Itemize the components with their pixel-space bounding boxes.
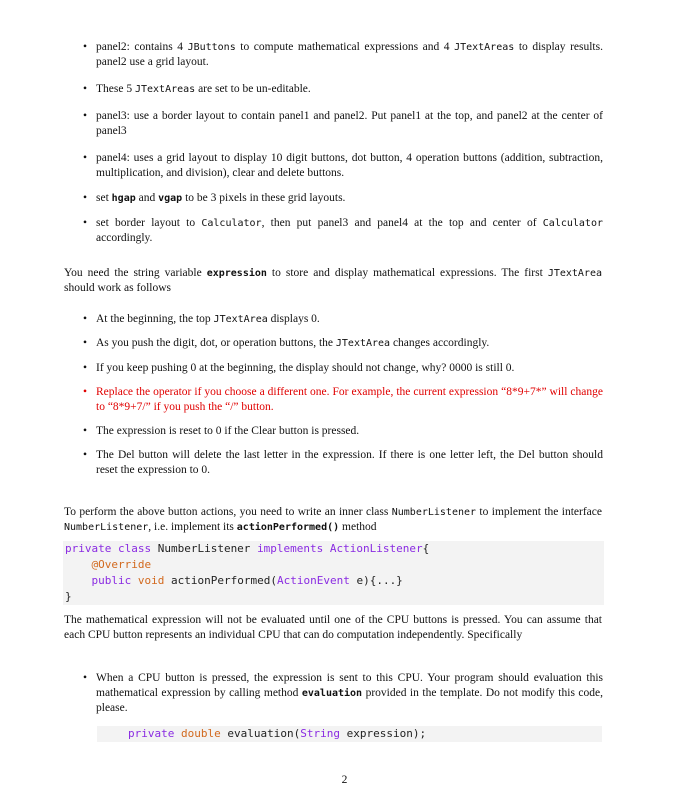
code-token: evaluation( [220,727,301,740]
bullet-icon: • [83,313,88,325]
text-run: panel2: contains 4 [96,41,188,53]
paragraph-cpu-evaluation [64,613,602,643]
list-item [83,40,603,70]
code-token [174,727,181,740]
code-token: NumberListener [64,522,149,533]
bullet-icon: • [83,386,88,398]
bullet-icon: • [83,83,88,95]
code-token: NumberListener [151,542,258,555]
text-run: These 5 [96,83,135,95]
text-run: If you keep pushing 0 at the beginning, the display should not change, why? 0000 is still 0. [96,362,515,374]
text-run: , then put panel3 and panel4 at the top and center of [261,217,543,229]
list-item [83,191,603,206]
text-run: As you push the digit, dot, or operation buttons, the [96,337,336,349]
text-run: To perform the above button actions, you need to write an inner class [64,506,392,518]
bullet-icon: • [83,337,88,349]
code-token: expression [206,268,267,279]
code-token: JButtons [187,42,236,53]
code-token [65,558,92,571]
code-token: hgap [111,193,136,204]
text-run: When a CPU button is pressed, the expression is sent to this CPU. Your program should evaluation this mathematical expression by calling method [96,672,603,699]
code-token: String [300,727,340,740]
text-run: to compute mathematical expressions and 4 [235,41,455,53]
bullet-list-cpu [83,671,603,716]
code-block-evaluation [97,726,602,742]
text-run: The expression is reset to 0 if the Clear button is pressed. [96,425,360,437]
code-token: double [180,727,221,740]
code-token: void [137,574,165,587]
bullet-icon: • [83,41,88,53]
text-run: to implement the interface [476,506,602,518]
code-token: private [128,727,175,740]
bullet-icon: • [83,152,88,164]
list-item [83,82,603,97]
text-run: Replace the operator if you choose a different one. For example, the current expression “8*9+7*” will change to “8*9+7/” if you push the “/” button. [96,386,603,413]
text-run: panel4: uses a grid layout to display 10 digit buttons, dot button, 4 operation buttons (addition, subtraction, multiplication, and division), clear and delete buttons. [96,152,603,179]
text-run: set [96,192,112,204]
bullet-list-panels [83,40,603,246]
code-token: implements [257,542,324,555]
text-run: You need the string variable [64,267,207,279]
code-token: vgap [158,193,183,204]
text-run: method [339,521,377,533]
text-run: changes accordingly. [390,337,490,349]
text-run: , i.e. implement its [148,521,237,533]
code-token: JTextArea [335,338,391,349]
code-token: actionPerformed() [236,522,340,533]
list-item [83,424,603,439]
code-token [323,542,330,555]
bullet-icon: • [83,425,88,437]
code-token [131,574,138,587]
bullet-icon: • [83,672,88,684]
list-item [83,336,603,351]
text-run: to be 3 pixels in these grid layouts. [182,192,346,204]
list-item [83,671,603,716]
code-token: @Override [91,558,152,571]
code-token: NumberListener [391,507,477,518]
text-run: set border layout to [96,217,202,229]
code-token: ActionEvent [276,574,350,587]
text-run: to display results. panel2 use a grid layout. [96,41,603,68]
code-line [65,541,604,557]
bullet-icon: • [83,362,88,374]
text-run: The mathematical expression will not be evaluated until one of the CPU buttons is pressed. You can assume that each CPU button represents an individual CPU that can do computation independently. Specifically [64,614,602,641]
code-token: actionPerformed( [164,574,277,587]
code-token: evaluation [301,688,363,699]
code-line [128,726,602,742]
code-token: Calculator [542,218,603,229]
text-run: The Del button will delete the last letter in the expression. If there is one letter left, the Del button should reset the expression to 0. [96,449,603,476]
bullet-icon: • [83,192,88,204]
code-token: JTextAreas [134,84,196,95]
list-item [83,448,603,478]
paragraph-expression-intro [64,266,602,296]
code-token: } [65,590,72,603]
code-token: private class [65,542,152,555]
list-item [83,151,603,181]
bullet-list-textarea-behavior [83,312,603,478]
code-token: e){...} [349,574,403,587]
code-token: public [91,574,132,587]
list-item [83,361,603,376]
code-token: expression); [339,727,427,740]
list-item [83,109,603,139]
text-run: accordingly. [96,232,153,244]
code-token: JTextAreas [454,42,515,53]
list-item [83,312,603,327]
code-token: { [422,542,430,555]
text-run: panel3: use a border layout to contain panel1 and panel2. Put panel1 at the top, and panel2 at the center of panel3 [96,110,603,137]
text-run: and [135,192,159,204]
list-item [83,385,603,415]
code-token: Calculator [201,218,262,229]
code-token: ActionListener [329,542,423,555]
code-token: JTextArea [547,268,603,279]
paragraph-number-listener [64,505,602,535]
bullet-icon: • [83,217,88,229]
code-token [65,574,92,587]
text-run: should work as follows [64,282,172,294]
page-number: 2 [341,774,348,786]
list-item [83,216,603,246]
bullet-icon: • [83,449,88,461]
text-run: displays 0. [267,313,320,325]
text-run: to store and display mathematical expressions. The first [266,267,548,279]
text-run: At the beginning, the top [96,313,214,325]
code-block-number-listener [63,541,604,605]
code-line [65,589,604,605]
bullet-icon: • [83,110,88,122]
text-run: provided in the template. Do not modify this code, please. [96,687,603,714]
code-line [65,573,604,589]
code-token: JTextArea [213,314,268,325]
code-line [65,557,604,573]
text-run: are set to be un-editable. [195,83,311,95]
